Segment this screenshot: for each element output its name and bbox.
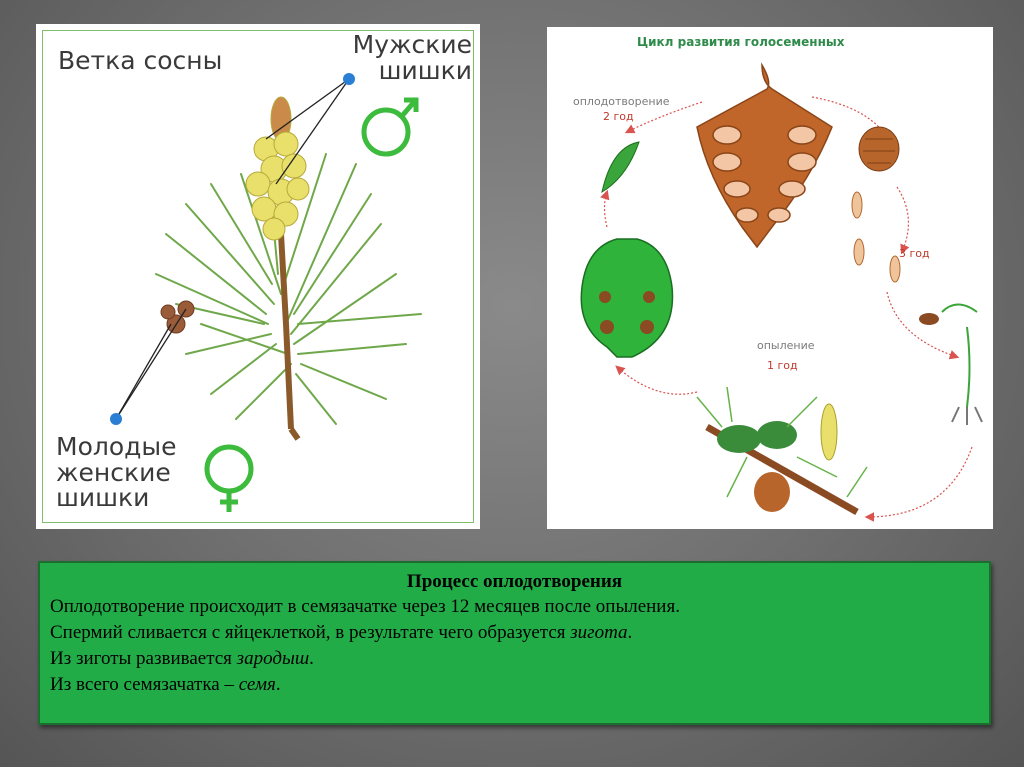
text-line-2-main: Спермий сливается с яйцеклеткой, в результате чего образуется	[50, 622, 571, 643]
male-cones-label	[353, 32, 472, 83]
fertilization-text-box	[38, 561, 991, 725]
year-1-label: 1 год	[767, 359, 798, 372]
term-zygote: зигота	[570, 622, 628, 643]
female-label-line-1: Молодые	[56, 432, 177, 461]
year-3-label: 3 год	[899, 247, 930, 260]
female-cone	[161, 301, 194, 333]
text-line-3-main: Из зиготы развивается	[50, 648, 237, 669]
text-line-4	[50, 674, 979, 696]
female-label-line-2: женские	[56, 457, 171, 487]
term-embryo: зародыш	[236, 648, 310, 669]
mars-symbol-icon	[364, 100, 416, 154]
life-cycle-figure	[547, 27, 993, 529]
green-ovule-scale	[581, 239, 672, 357]
term-seed: семя	[238, 674, 276, 695]
female-pointer-dot	[110, 413, 122, 425]
text-line-1: Оплодотворение происходит в семязачатке через 12 месяцев после опыления.	[50, 596, 680, 617]
text-line-2	[50, 622, 979, 644]
seedling	[919, 305, 982, 426]
text-box-heading: Процесс оплодотворения	[406, 571, 623, 592]
text-line-4-main: Из всего семязачатка –	[50, 674, 239, 695]
seed-cone-section	[697, 65, 832, 247]
text-line-3-end: .	[309, 648, 314, 669]
pollination-branch	[697, 387, 867, 512]
male-label-line-1: Мужские	[352, 30, 472, 59]
fertilized-ovule	[602, 142, 639, 192]
venus-symbol-icon	[207, 447, 251, 512]
text-line-2-end: .	[627, 622, 633, 643]
female-label-line-3: шишки	[56, 483, 150, 512]
seeds	[852, 192, 900, 282]
pine-branch-title: Ветка сосны	[58, 46, 223, 75]
fertilization-label: оплодотворение	[573, 95, 670, 108]
female-cones-label	[56, 434, 177, 511]
pollination-label: опыление	[757, 339, 815, 352]
text-line-3	[50, 648, 979, 670]
mature-cone	[859, 127, 899, 171]
male-label-line-2: шишки	[378, 55, 472, 85]
life-cycle-title: Цикл развития голосеменных	[637, 35, 845, 49]
text-line-4-end: .	[275, 674, 281, 695]
branch-stem	[281, 234, 291, 429]
pine-branch-figure	[36, 24, 480, 529]
year-2-label: 2 год	[603, 110, 634, 123]
